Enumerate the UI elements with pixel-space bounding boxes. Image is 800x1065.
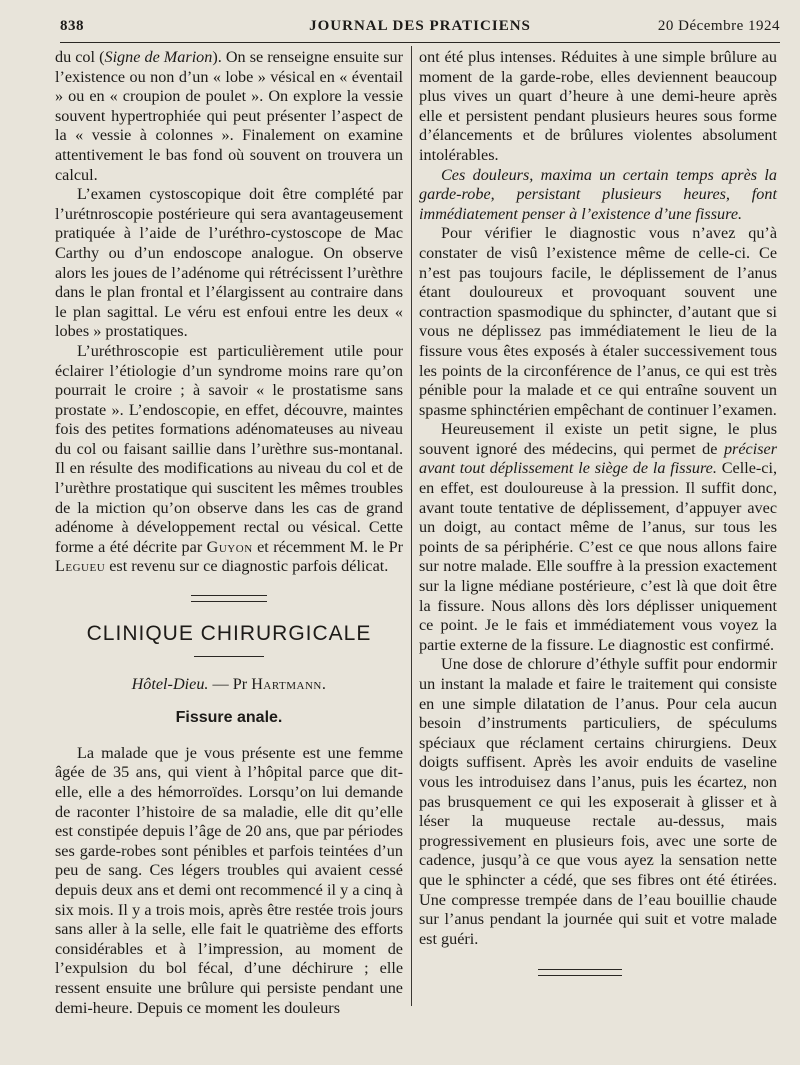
paragraph: ont été plus intenses. Réduites à une simple brûlure au moment de la garde-robe, elles deviennent beaucoup plus vives un quart d’heure à une demi-heure après elle et persistent pendant plusieurs heures sous forme d’élancements et de brûlures violentes absolument intolérables.: [419, 48, 777, 164]
paragraph: du col (Signe de Marion). On se renseigne ensuite sur l’existence ou non d’un « lobe » vésical en « éventail » ou en « croupion de poulet ». On explore la vessie souvent hypertrophiée qui peut présenter l’aspect de la « vessie à colonnes ». Finalement on examine attentivement le bas fond où souvent on trouvera un calcul.: [55, 48, 403, 184]
paragraph: La malade que je vous présente est une femme âgée de 35 ans, qui vient à l’hôpital parce que dit-elle, elle a des hémorroïdes. Lorsqu’on lui demande de raconter l’histoire de sa maladie, elle dit qu’elle est constipée depuis l’âge de 20 ans, que par périodes ses garde-robes sont pénibles et parfois teintées d’un peu de sang. Ces légers troubles qui avaient cessé depuis deux ans et demi ont recommencé il y a cinq à six mois. Il y a trois mois, après être restée trois jours sans aller à la selle, elle fait le quatrième des efforts considérables et à l’impression, au moment de l’expulsion du bol fécal, d’une déchirure ; elle ressent ensuite une brûlure qui persiste pendant une demi-heure. Depuis ce moment les douleurs: [55, 743, 403, 1017]
paragraph: L’uréthroscopie est particulièrement utile pour éclairer l’étiologie d’un syndrome moins rare qu’on pourrait le croire ; à savoir « le prostatisme sans prostate ». L’endoscopie, en effet, découvre, maintes fois des petites formations adénomateuses au niveau du col ou faisant saillie dans l’urèthre sus-montanal. Il en résulte des modifications au niveau du col et de l’urèthre prostatique qui suscitent les mêmes troubles de la miction qu’on observe dans les cas de grand adénome à développement rectal ou vésical. Cette forme a été décrite par Guyon et récemment M. le Pr Legueu est revenu sur ce diagnostic parfois délicat.: [55, 341, 403, 576]
page-number: 838: [60, 18, 84, 34]
end-separator: [538, 969, 622, 976]
paragraph: Ces douleurs, maxima un certain temps après la garde-robe, persistant plusieurs heures, font immédiatement penser à l’existence d’une fissure.: [419, 165, 777, 223]
article-title: Fissure anale.: [175, 709, 283, 727]
paragraph: Une dose de chlorure d’éthyle suffit pour endormir un instant la malade et faire le traitement qui consiste en une simple dilatation de l’anus. Pour cela aucun besoin d’instruments particuliers, de spéculums spéciaux que réclament certains chirurgiens. Deux doigts suffisent. Après les avoir enduits de vaseline vous les introduisez dans l’anus, puis les écartez, non pas brusquement ce qui les exposerait à glisser et à léser la muqueuse rectale au-dessus, mais progressivement en plusieurs fois, avec une sorte de cadence, jusqu’à ce que vous ayez la sensation nette que le sphincter a cédé, que ses fibres ont été étirées. Une compresse trempée dans de l’eau bouillie chaude sur l’anus pendant la journée qui suit et votre malade est guéri.: [419, 655, 777, 948]
column-divider: [411, 46, 412, 1006]
right-column: [419, 48, 777, 949]
paragraph: Heureusement il existe un petit signe, le plus souvent ignoré des médecins, qui permet de préciser avant tout déplissement le siège de la fissure. Celle-ci, en effet, est douloureuse à la pression. Il suffit donc, avant toute tentative de déplissement, d’appuyer avec un doigt, au contact même de l’anus, sur tous les points de sa périphérie. C’est ce que nous allons faire sur notre malade. Elle souffre à la pression exactement sur la ligne médiane postérieure, c’est là que doit être la fissure. Nous allons dès lors déplisser uniquement ce point. Je le fais et immédiatement vous voyez la partie externe de la fissure. Le diagnostic est confirmé.: [419, 420, 778, 654]
section-title: CLINIQUE CHIRURGICALE: [86, 622, 372, 646]
paragraph: Pour vérifier le diagnostic vous n’avez qu’à constater de visû l’existence même de celle-ci. Ce n’est pas toujours facile, le déplissement de l’anus étant douloureux et provoquant souvent une contraction spasmodique du sphincter, d’autant que si vous ne déplissez pas immédiatement le lieu de la fissure vous êtes exposés à étaler successivement tous les points de la circonférence de l’anus, ce qui est très pénible pour la malade et ce qui entraîne souvent un spasme sphinctérien empêchant de continuer l’examen.: [419, 224, 777, 419]
journal-title: JOURNAL DES PRATICIENS: [309, 18, 531, 34]
section-separator: [191, 595, 267, 602]
left-column: [55, 48, 403, 1018]
issue-date: 20 Décembre 1924: [657, 18, 780, 34]
running-header: [60, 18, 780, 42]
header-rule: [60, 42, 780, 43]
title-rule: [194, 656, 264, 657]
hospital-line: Hôtel-Dieu. — Pr Hartmann.: [131, 674, 327, 693]
paragraph: L’examen cystoscopique doit être complété par l’urétnroscopie postérieure qui sera avantageusement pratiquée à l’aide de l’uréthro-cystoscope de Mac Carthy ou d’un endoscope analogue. On observe alors les joues de l’adénome qui rétrécissent l’urèthre dans le plan frontal et l’élargissent au contraire dans le plan sagittal. Le véru est enfoui entre les deux « lobes » prostatiques.: [55, 185, 403, 341]
